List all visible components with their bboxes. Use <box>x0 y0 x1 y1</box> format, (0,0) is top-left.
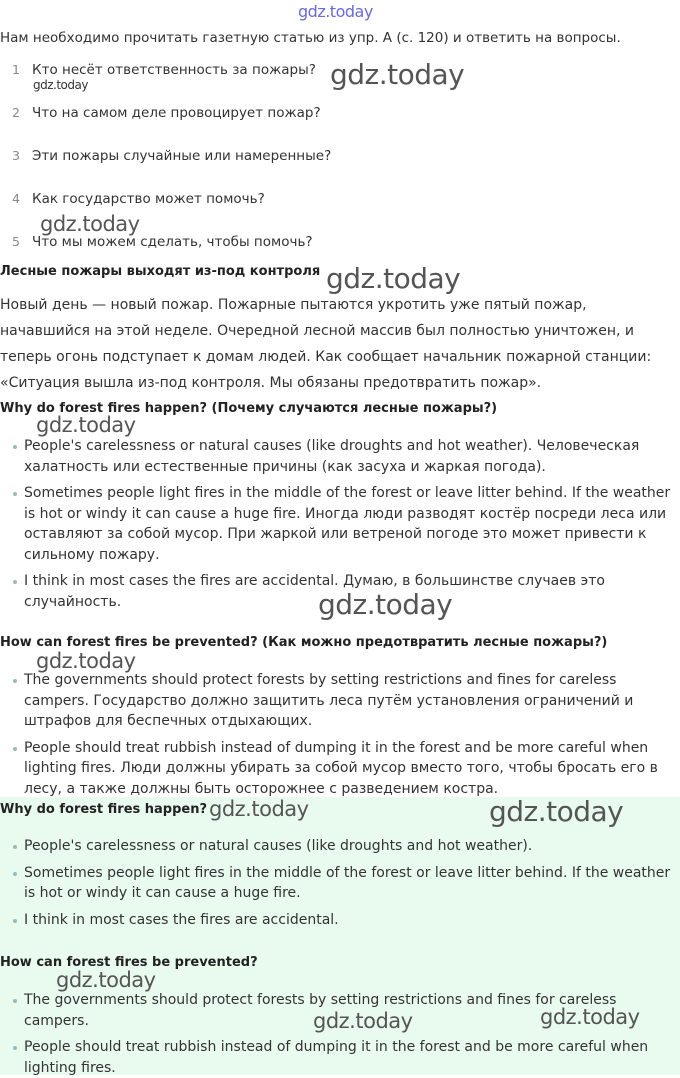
question-text: Что мы можем сделать, чтобы помочь? <box>32 234 313 250</box>
task-intro: Нам необходимо прочитать газетную статью из упр. A (с. 120) и ответить на вопросы. <box>0 30 621 46</box>
list-item: The governments should protect forests by setting restrictions and fines for careless campers. Государство должно защитить леса путём установления ограничений и штрафов для беспечных отдыхающих. <box>0 670 680 732</box>
section-heading: Why do forest fires happen? (Почему случаются лесные пожары?) <box>0 401 498 416</box>
answer-list <box>0 836 680 930</box>
list-item: I think in most cases the fires are accidental. Думаю, в большинстве случаев это случайность. <box>0 571 680 612</box>
list-item: Sometimes people light fires in the middle of the forest or leave litter behind. If the weather is hot or windy it can cause a huge fire. <box>0 863 680 904</box>
question-text: Что на самом деле провоцирует пожар? <box>32 105 321 121</box>
list-item: People should treat rubbish instead of dumping it in the forest and be more careful when lighting fires. Люди должны убирать за собой мусор вместо того, чтобы бросать его в лесу, а также должны быть осторожнее с разведением костра. <box>0 738 680 800</box>
question-number: 4 <box>12 191 20 206</box>
answer-list <box>0 670 680 799</box>
article-text <box>0 292 680 396</box>
article-title: Лесные пожары выходят из-под контроля <box>0 264 321 279</box>
question-item <box>0 191 265 207</box>
answer-list <box>0 436 680 612</box>
question-number: 3 <box>12 148 20 163</box>
list-item: People should treat rubbish instead of dumping it in the forest and be more careful when lighting fires. <box>0 1037 680 1078</box>
question-number: 5 <box>12 234 20 249</box>
watermark: gdz.today <box>313 1009 413 1033</box>
question-item <box>0 148 331 164</box>
question-text: Как государство может помочь? <box>32 191 265 207</box>
question-item <box>0 105 321 121</box>
answer-heading: How can forest fires be prevented? <box>0 955 258 970</box>
watermark: gdz.today <box>40 212 140 236</box>
watermark: gdz.today <box>36 413 136 437</box>
question-text: Эти пожары случайные или намеренные? <box>32 148 332 164</box>
section-heading: How can forest fires be prevented? (Как можно предотвратить лесные пожары?) <box>0 635 608 650</box>
list-item: People's carelessness or natural causes (like droughts and hot weather). <box>0 836 680 857</box>
watermark: gdz.today <box>36 649 136 673</box>
list-item: The governments should protect forests by setting restrictions and fines for careless campers. <box>0 990 680 1031</box>
answer-heading: Why do forest fires happen? <box>0 802 208 817</box>
answer-list <box>0 990 680 1078</box>
watermark: gdz.today <box>318 588 453 621</box>
question-item <box>0 234 313 250</box>
watermark: gdz.today <box>209 797 309 821</box>
list-item: People's carelessness or natural causes (like droughts and hot weather). Человеческая халатность или естественные причины (как засуха и жаркая погода). <box>0 436 680 477</box>
watermark-top: gdz.today <box>298 2 373 21</box>
article-line: Новый день — новый пожар. Пожарные пытаются укротить уже пятый пожар, <box>0 297 587 313</box>
watermark-small: gdz.today <box>33 78 88 92</box>
question-number: 1 <box>12 62 20 77</box>
article-line: «Ситуация вышла из-под контроля. Мы обязаны предотвратить пожар». <box>0 375 542 391</box>
watermark: gdz.today <box>330 58 465 91</box>
question-number: 2 <box>12 105 20 120</box>
article-line: начавшийся на этой неделе. Очередной лесной массив был полностью уничтожен, и <box>0 323 634 339</box>
question-item <box>0 62 316 78</box>
list-item: I think in most cases the fires are accidental. <box>0 910 680 931</box>
watermark: gdz.today <box>540 1005 640 1029</box>
watermark: gdz.today <box>326 262 461 295</box>
watermark: gdz.today <box>489 795 624 828</box>
question-text: Кто несёт ответственность за пожары? <box>32 62 316 78</box>
article-line: теперь огонь подступает к домам людей. Как сообщает начальник пожарной станции: <box>0 349 652 365</box>
list-item: Sometimes people light fires in the middle of the forest or leave litter behind. If the weather is hot or windy it can cause a huge fire. Иногда люди разводят костёр посреди леса или оставляют за собой мусор. При жаркой или ветреной погоде это может привести к сильному пожару. <box>0 483 680 565</box>
watermark: gdz.today <box>56 968 156 992</box>
